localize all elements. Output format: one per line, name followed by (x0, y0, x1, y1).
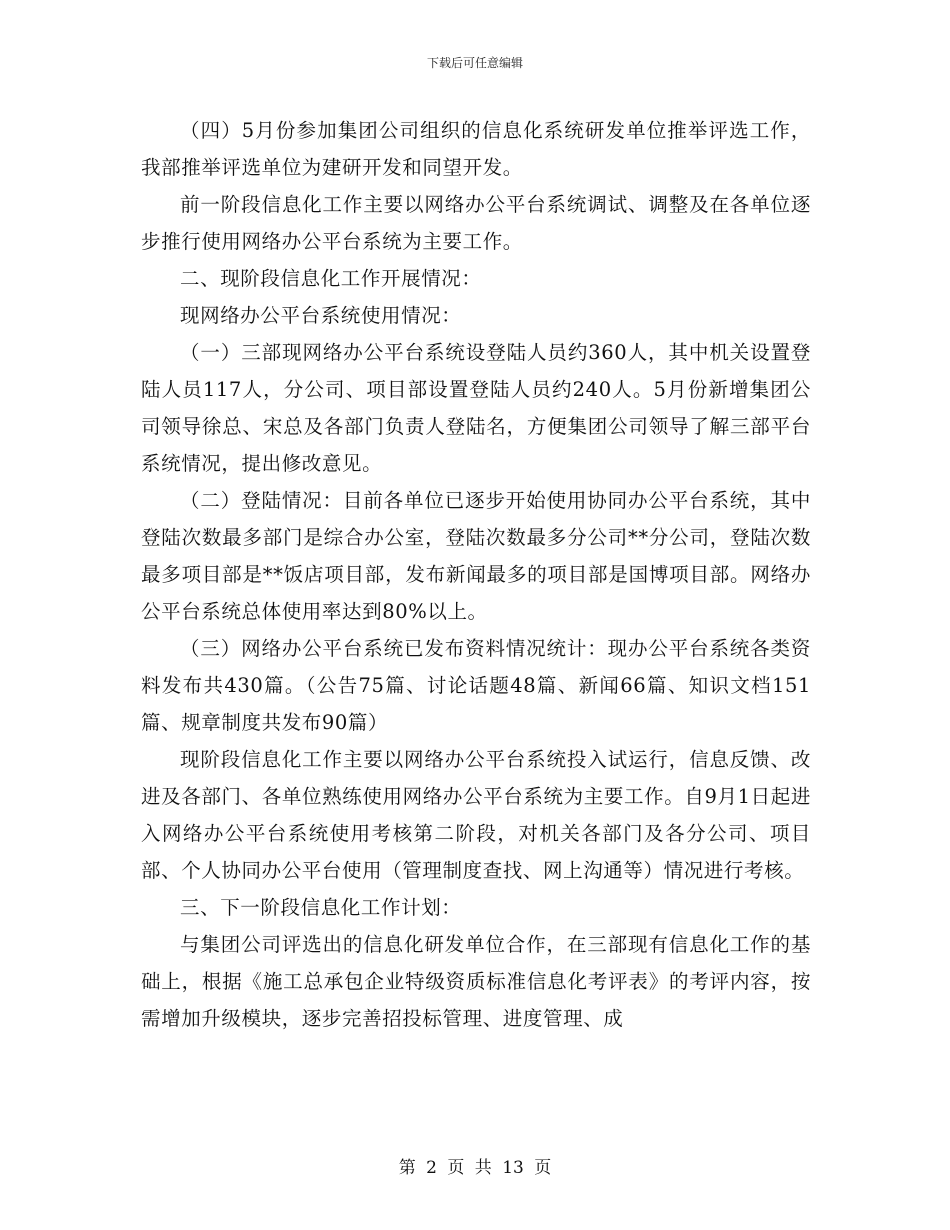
paragraph-current-stage-summary: 现阶段信息化工作主要以网络办公平台系统投入试运行，信息反馈、改进及各部门、各单位熟练使用网络办公平台系统为主要工作。自9月1日起进入网络办公平台系统使用考核第二阶段，对机关各部门及各分公司、项目部、个人协同办公平台使用（管理制度查找、网上沟通等）情况进行考核。 (141, 748, 811, 882)
page-number-footer: 第 2 页 共 13 页 (398, 1158, 552, 1178)
paragraph-item-1-login-users: （一）三部现网络办公平台系统设登陆人员约360人，其中机关设置登陆人员117人，分公司、项目部设置登陆人员约240人。5月份新增集团公司领导徐总、宋总及各部门负责人登陆名，方便集团公司领导了解三部平台系统情况，提出修改意见。 (141, 341, 811, 475)
paragraph-item-3-published-stats: （三）网络办公平台系统已发布资料情况统计：现办公平台系统各类资料发布共430篇。（公告75篇、讨论话题48篇、新闻66篇、知识文档151篇、规章制度共发布90篇） (141, 637, 811, 734)
page-header-note: 下载后可任意编辑 (426, 56, 523, 70)
paragraph-item-2-login-status: （二）登陆情况：目前各单位已逐步开始使用协同办公平台系统，其中登陆次数最多部门是综合办公室，登陆次数最多分公司**分公司，登陆次数最多项目部是**饭店项目部，发布新闻最多的项目部是国博项目部。网络办公平台系统总体使用率达到80%以上。 (141, 489, 811, 623)
paragraph-item-4-award: （四）5月份参加集团公司组织的信息化系统研发单位推举评选工作，我部推举评选单位为建研开发和同望开发。 (141, 119, 811, 179)
subheading-platform-usage: 现网络办公平台系统使用情况： (180, 304, 462, 327)
paragraph-next-stage-plan: 与集团公司评选出的信息化研发单位合作，在三部现有信息化工作的基础上，根据《施工总承包企业特级资质标准信息化考评表》的考评内容，按需增加升级模块，逐步完善招投标管理、进度管理、成 (141, 933, 811, 1030)
section-heading-current-stage: 二、现阶段信息化工作开展情况： (180, 267, 482, 290)
paragraph-previous-stage-summary: 前一阶段信息化工作主要以网络办公平台系统调试、调整及在各单位逐步推行使用网络办公平台系统为主要工作。 (141, 193, 811, 253)
document-body (141, 112, 811, 1037)
section-heading-next-stage: 三、下一阶段信息化工作计划： (180, 896, 462, 919)
